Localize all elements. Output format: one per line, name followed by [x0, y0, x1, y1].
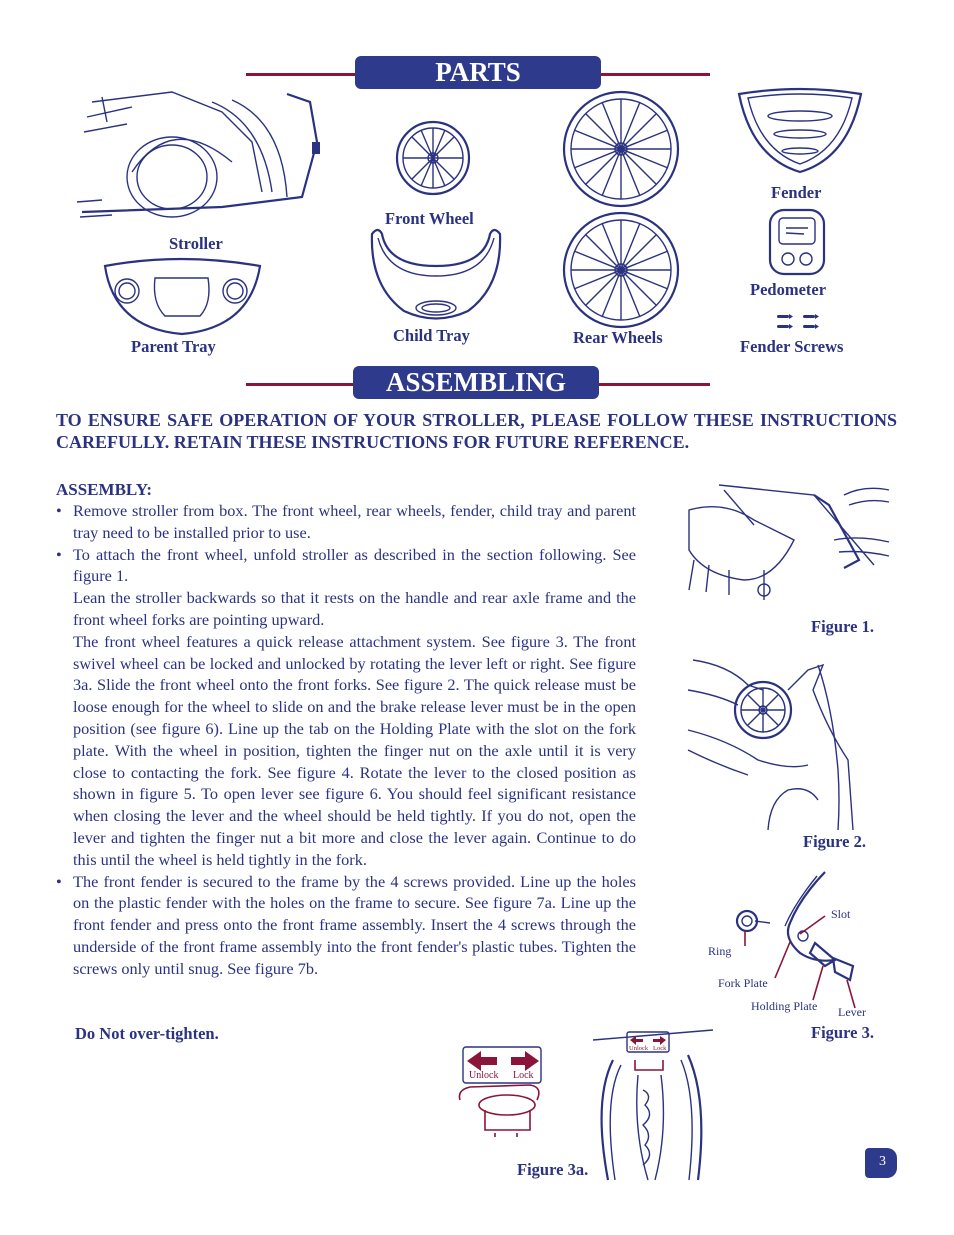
holding-plate-label: Holding Plate — [751, 999, 818, 1013]
figure-3a-caption: Figure 3a. — [517, 1160, 589, 1179]
fender-screws-label: Fender Screws — [740, 337, 844, 356]
assembling-banner: ASSEMBLING — [353, 366, 599, 399]
fork-plate-label: Fork Plate — [718, 976, 768, 990]
lever-label: Lever — [838, 1005, 866, 1019]
rear-wheels-label: Rear Wheels — [573, 328, 663, 347]
parts-rule-left — [246, 73, 356, 76]
parent-tray-label: Parent Tray — [131, 337, 216, 356]
fender-label: Fender — [771, 183, 822, 202]
figure-3a-left-illustration — [455, 1045, 545, 1137]
bullet: • — [56, 871, 62, 891]
pedometer-illustration — [768, 208, 826, 276]
fender-screws-illustration — [775, 313, 821, 331]
figure-1-illustration — [684, 480, 894, 610]
parts-rule-right — [600, 73, 710, 76]
unlock-small-label: Unlock — [629, 1045, 649, 1052]
pedometer-label: Pedometer — [750, 280, 827, 299]
stroller-label: Stroller — [169, 234, 223, 253]
parent-tray-illustration — [100, 258, 265, 338]
assembling-rule-right — [598, 383, 710, 386]
rear-wheel-1-illustration — [562, 90, 680, 208]
parts-banner: PARTS — [355, 56, 601, 89]
lock-small-label: Lock — [653, 1045, 667, 1052]
step-remove — [56, 500, 636, 544]
step-text: To attach the front wheel, unfold stroller as described in the section following. See figure 1. — [73, 544, 636, 586]
rear-wheel-2-illustration — [562, 211, 680, 329]
unlock-label: Unlock — [469, 1070, 499, 1081]
fender-illustration — [736, 88, 864, 174]
assembly-steps — [56, 500, 636, 980]
assembling-rule-left — [246, 383, 356, 386]
figure-2-caption: Figure 2. — [803, 832, 866, 851]
page-number: 3 — [879, 1154, 886, 1169]
step-text: Lean the stroller backwards so that it rests on the handle and rear axle frame and the front wheel forks are pointing upward. — [73, 588, 636, 629]
figure-2-illustration — [688, 650, 858, 830]
front-wheel-label: Front Wheel — [385, 209, 474, 228]
step-fender — [56, 871, 636, 980]
ring-label: Ring — [708, 944, 732, 958]
front-wheel-illustration — [393, 118, 473, 198]
lock-label: Lock — [513, 1070, 534, 1081]
bullet: • — [56, 501, 62, 520]
assembly-heading: ASSEMBLY: — [56, 480, 153, 499]
stroller-illustration — [72, 82, 332, 232]
step-front-wheel — [56, 544, 636, 871]
figure-1-caption: Figure 1. — [811, 617, 874, 636]
safety-warning: TO ENSURE SAFE OPERATION OF YOUR STROLLER, PLEASE FOLLOW THESE INSTRUCTIONS CAREFULLY. RETAIN THESE INSTRUCTIONS FOR FUTURE REFERENCE. — [56, 410, 897, 452]
figure-3-illustration — [705, 868, 880, 1024]
over-tighten-warning: Do Not over-tighten. — [75, 1024, 219, 1043]
step-text: The front wheel features a quick release attachment system. See figure 3. The front swivel wheel can be locked and unlocked by rotating the lever left or right. See figure 3a. Slide the front wheel onto the front forks. See figure 2. The quick release must be loose enough for the wheel to slide on and the brake release lever must be in the open position (see figure 6). Line up the tab on the Holding Plate with the slot on the fork plate. With the wheel in position, tighten the finger nut on the axle until it is very close to contacting the fork. See figure 4. Rotate the lever to the closed position as shown in figure 5. To open lever see figure 6. You should feel significant resistance when closing the lever and the wheel should be held tightly. If you do not, open the lever and tighten the finger nut a bit more and close the lever again. Continue to do this until the wheel is held tightly in the fork. — [73, 631, 636, 869]
figure-3a-right-illustration — [593, 1030, 713, 1180]
step-text: The front fender is secured to the frame by the 4 screws provided. Line up the holes on the plastic fender with the holes on the frame to secure. See figure 7a. Line up the front fender and press onto the front frame assembly. Insert the 4 screws through the underside of the front frame assembly into the front fender's plastic tubes. Tighten the screws only until snug. See figure 7b. — [73, 871, 636, 978]
step-text: Remove stroller from box. The front wheel, rear wheels, fender, child tray and parent tray need to be installed prior to use. — [73, 501, 636, 542]
child-tray-illustration — [368, 226, 504, 326]
bullet: • — [56, 544, 62, 564]
slot-label: Slot — [831, 907, 851, 921]
figure-3-caption: Figure 3. — [811, 1023, 874, 1042]
child-tray-label: Child Tray — [393, 326, 470, 345]
